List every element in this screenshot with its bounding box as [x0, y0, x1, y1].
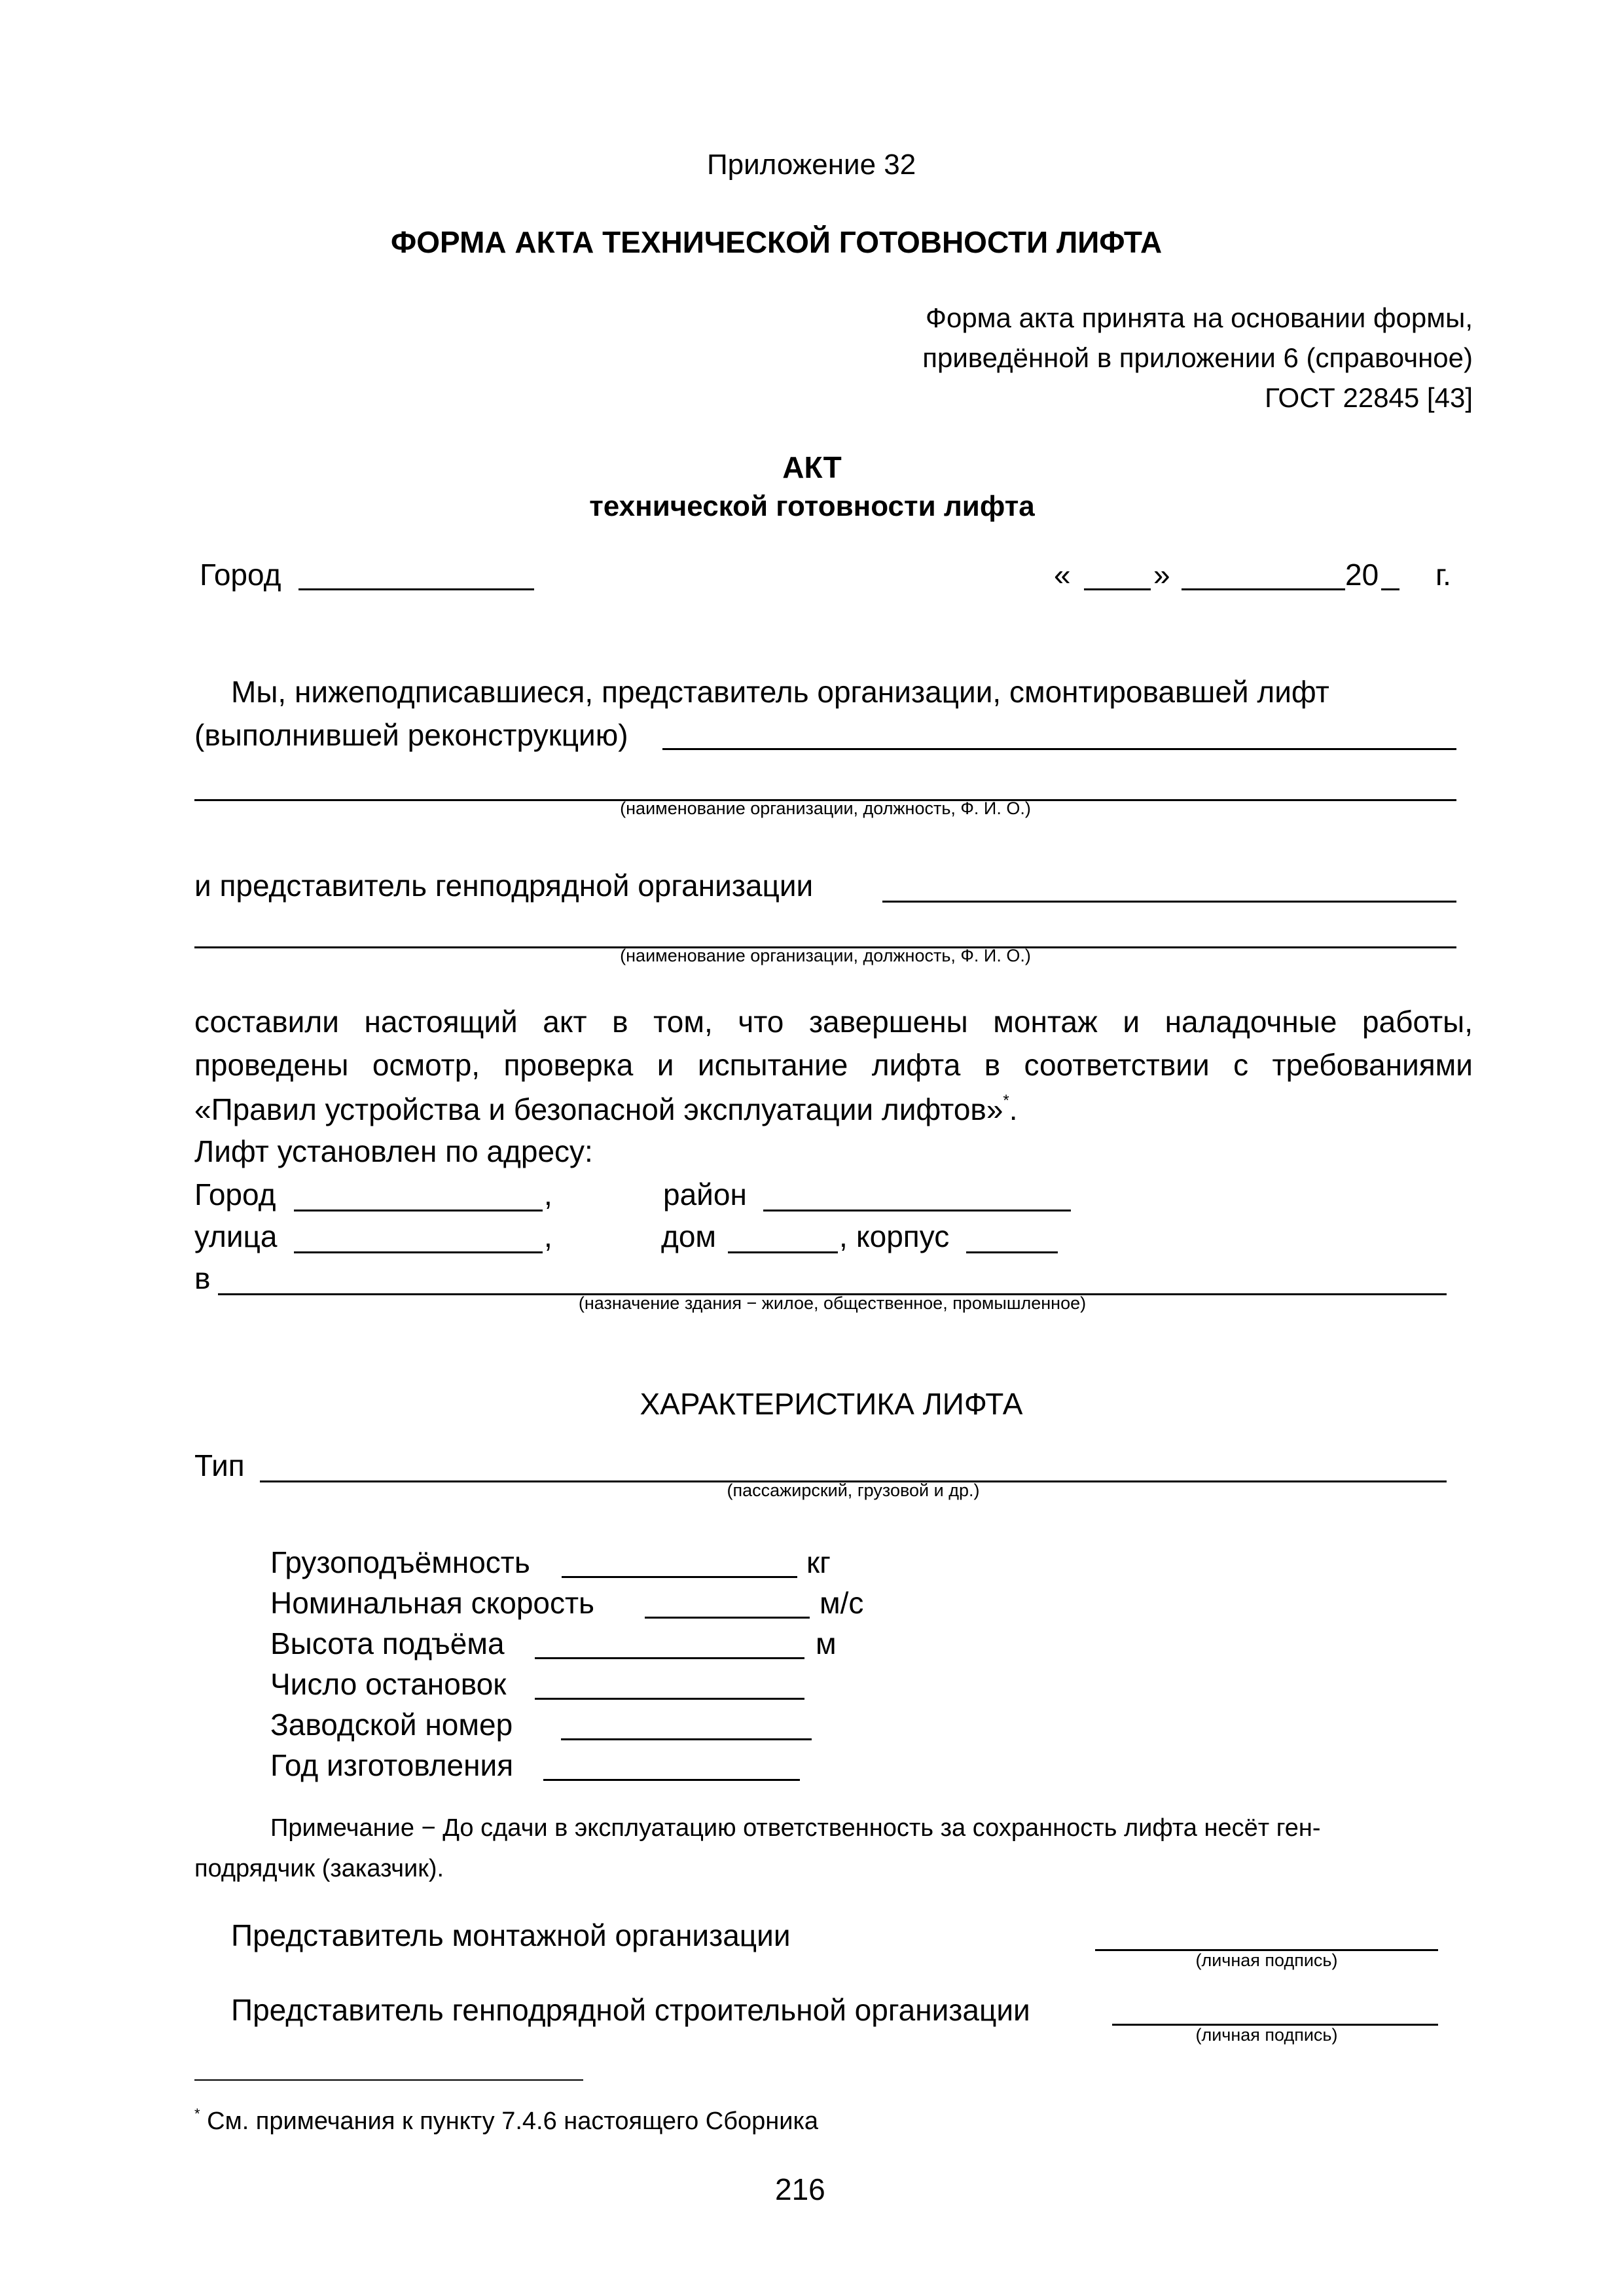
address-building-field[interactable]: [966, 1251, 1058, 1253]
lift-height-label: Высота подъёма: [270, 1626, 505, 1660]
installer-signature-hint: (личная подпись): [1195, 1950, 1338, 1970]
city-label: Город: [200, 558, 281, 592]
address-city-comma: ,: [544, 1177, 552, 1211]
appendix-label: Приложение 32: [707, 149, 916, 181]
date-year-label: 20: [1345, 558, 1379, 592]
act-title: АКТ: [782, 450, 842, 484]
contractor-signature-label: Представитель генподрядной строительной организации: [231, 1993, 1030, 2027]
basis-line-1: Форма акта принята на основании формы,: [926, 302, 1473, 333]
footnote-separator: [194, 2079, 583, 2081]
city-field[interactable]: [298, 588, 534, 590]
capacity-unit: кг: [806, 1545, 831, 1579]
intro-line-2: (выполнившей реконструкцию): [194, 718, 628, 752]
note-line-2: подрядчик (заказчик).: [194, 1855, 444, 1882]
manufacture-year-field[interactable]: [543, 1779, 800, 1781]
date-suffix: г.: [1435, 558, 1451, 592]
address-street-label: улица: [194, 1219, 278, 1253]
lift-height-unit: м: [816, 1626, 837, 1660]
statement-line-2: проведены осмотр, проверка и испытание лифта в соответствии с требованиями: [194, 1048, 1473, 1082]
org-hint-2: (наименование организации, должность, Ф. И. О.): [620, 946, 1031, 965]
statement-line-3: «Правил устройства и безопасной эксплуатации лифтов»*.: [194, 1092, 1018, 1126]
capacity-label: Грузоподъёмность: [270, 1545, 530, 1579]
lift-height-field[interactable]: [535, 1657, 804, 1659]
statement-line-1: составили настоящий акт в том, что завершены монтаж и наладочные работы,: [194, 1005, 1473, 1039]
date-day-field[interactable]: [1084, 588, 1151, 590]
page-title: ФОРМА АКТА ТЕХНИЧЕСКОЙ ГОТОВНОСТИ ЛИФТА: [391, 225, 1163, 259]
contractor-signature-hint: (личная подпись): [1195, 2025, 1338, 2045]
building-hint: (назначение здания − жилое, общественное, промышленное): [578, 1293, 1087, 1313]
address-in-label: в: [194, 1261, 211, 1295]
address-building-label: корпус: [856, 1219, 950, 1253]
basis-line-3: ГОСТ 22845 [43]: [1265, 382, 1473, 413]
characteristics-heading: ХАРАКТЕРИСТИКА ЛИФТА: [640, 1387, 1023, 1421]
basis-line-2: приведённой в приложении 6 (справочное): [922, 342, 1473, 373]
address-house-field[interactable]: [728, 1251, 838, 1253]
address-house-comma: ,: [839, 1219, 848, 1253]
date-month-field[interactable]: [1182, 588, 1345, 590]
serial-number-label: Заводской номер: [270, 1708, 513, 1742]
note-line-1: Примечание − До сдачи в эксплуатацию ответственность за сохранность лифта несёт ген-: [270, 1814, 1321, 1842]
type-label: Тип: [194, 1448, 245, 1482]
installed-at-label: Лифт установлен по адресу:: [194, 1134, 593, 1168]
stops-field[interactable]: [535, 1698, 804, 1700]
address-street-comma: ,: [544, 1219, 552, 1253]
speed-field[interactable]: [645, 1617, 810, 1619]
manufacture-year-label: Год изготовления: [270, 1748, 514, 1782]
intro-line-1: Мы, нижеподписавшиеся, представитель организации, смонтировавшей лифт: [231, 675, 1329, 709]
speed-label: Номинальная скорость: [270, 1586, 595, 1620]
type-hint: (пассажирский, грузовой и др.): [727, 1480, 980, 1500]
footnote-text: См. примечания к пункту 7.4.6 настоящего Сборника: [200, 2108, 819, 2135]
general-contractor-label: и представитель генподрядной организации: [194, 869, 814, 903]
serial-number-field[interactable]: [561, 1738, 812, 1740]
act-subtitle: технической готовности лифта: [589, 490, 1035, 522]
address-city-field[interactable]: [294, 1210, 543, 1211]
contractor-org-field[interactable]: [882, 901, 1456, 903]
capacity-field[interactable]: [562, 1576, 797, 1578]
address-district-field[interactable]: [763, 1210, 1071, 1211]
stops-label: Число остановок: [270, 1667, 507, 1701]
footnote: [194, 2106, 819, 2135]
address-district-label: район: [663, 1177, 747, 1211]
installer-org-field[interactable]: [662, 748, 1456, 750]
address-house-label: дом: [661, 1219, 717, 1253]
address-city-label: Город: [194, 1177, 276, 1211]
date-open-quote: «: [1054, 558, 1071, 592]
address-street-field[interactable]: [294, 1251, 543, 1253]
footnote-mark: *: [1003, 1092, 1009, 1109]
date-close-quote: »: [1153, 558, 1170, 592]
org-hint-1: (наименование организации, должность, Ф. И. О.): [620, 798, 1031, 818]
installer-signature-label: Представитель монтажной организации: [231, 1918, 791, 1952]
date-year-field[interactable]: [1381, 588, 1399, 590]
speed-unit: м/с: [820, 1586, 864, 1620]
page-number: 216: [775, 2172, 825, 2206]
footnote-mark-bottom: *: [194, 2106, 200, 2122]
